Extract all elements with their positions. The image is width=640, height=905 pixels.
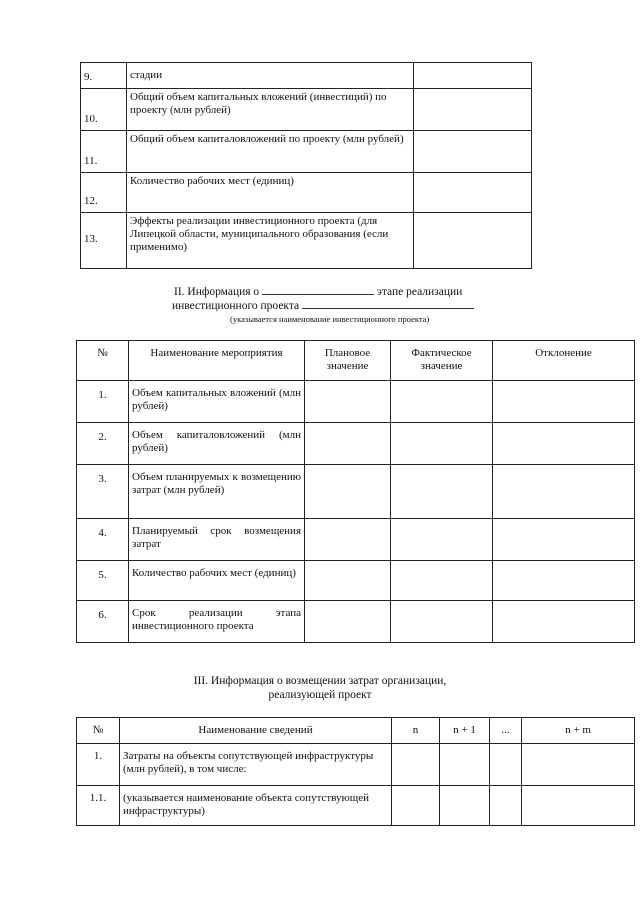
row-name: Планируемый срок возмещения затрат	[129, 519, 305, 561]
planned-cell[interactable]	[305, 561, 391, 601]
section3-heading-line1: III. Информация о возмещении затрат организации,	[193, 675, 447, 687]
value-cell[interactable]	[440, 786, 490, 826]
project-name-blank[interactable]	[302, 298, 474, 309]
row-name: Общий объем капитальных вложений (инвестиций) по проекту (млн рублей)	[127, 89, 414, 131]
value-cell[interactable]	[490, 744, 522, 786]
table-row	[77, 786, 635, 826]
row-number: 4.	[77, 519, 129, 561]
value-cell[interactable]	[414, 89, 532, 131]
row-number: 11.	[81, 131, 127, 173]
header-actual: Фактическое значение	[391, 341, 493, 381]
row-number: 9.	[81, 63, 127, 89]
value-cell[interactable]	[392, 786, 440, 826]
table-row	[81, 89, 532, 131]
table-row	[77, 561, 635, 601]
actual-cell[interactable]	[391, 601, 493, 643]
row-name: Эффекты реализации инвестиционного проекта (для Липецкой области, муниципального образования (если применимо)	[127, 213, 414, 269]
actual-cell[interactable]	[391, 519, 493, 561]
header-n-plus-1: n + 1	[440, 718, 490, 744]
row-number: 13.	[81, 213, 127, 269]
table-header-row	[77, 718, 635, 744]
table-row	[77, 601, 635, 643]
row-name: Затраты на объекты сопутствующей инфраструктуры (млн рублей), в том числе:	[120, 744, 392, 786]
section3-heading-line2: реализующей проект	[268, 689, 372, 701]
table-row	[81, 63, 532, 89]
value-cell[interactable]	[522, 786, 635, 826]
row-number: 2.	[77, 423, 129, 465]
row-name: (указывается наименование объекта сопутствующей инфраструктуры)	[120, 786, 392, 826]
row-number: 3.	[77, 465, 129, 519]
header-deviation: Отклонение	[493, 341, 635, 381]
project-info-table	[80, 62, 532, 269]
row-number: 6.	[77, 601, 129, 643]
deviation-cell[interactable]	[493, 423, 635, 465]
deviation-cell[interactable]	[493, 561, 635, 601]
header-n: n	[392, 718, 440, 744]
table-row	[81, 131, 532, 173]
row-name: Объем планируемых к возмещению затрат (млн рублей)	[129, 465, 305, 519]
row-number: 5.	[77, 561, 129, 601]
planned-cell[interactable]	[305, 465, 391, 519]
planned-cell[interactable]	[305, 519, 391, 561]
value-cell[interactable]	[490, 786, 522, 826]
deviation-cell[interactable]	[493, 519, 635, 561]
value-cell[interactable]	[392, 744, 440, 786]
stage-info-table	[76, 340, 635, 643]
row-number: 10.	[81, 89, 127, 131]
table-row	[81, 213, 532, 269]
planned-cell[interactable]	[305, 381, 391, 423]
row-name: Срок реализации этапа инвестиционного проекта	[129, 601, 305, 643]
header-info-name: Наименование сведений	[120, 718, 392, 744]
row-number: 1.1.	[77, 786, 120, 826]
header-n-plus-m: n + m	[522, 718, 635, 744]
row-number: 1.	[77, 744, 120, 786]
row-number: 1.	[77, 381, 129, 423]
value-cell[interactable]	[522, 744, 635, 786]
row-name: Объем капитальных вложений (млн рублей)	[129, 381, 305, 423]
cost-reimbursement-table	[76, 717, 635, 826]
header-number: №	[77, 718, 120, 744]
row-name: стадии	[127, 63, 414, 89]
actual-cell[interactable]	[391, 423, 493, 465]
table-row	[77, 744, 635, 786]
value-cell[interactable]	[440, 744, 490, 786]
value-cell[interactable]	[414, 213, 532, 269]
row-name: Объем капиталовложений (млн рублей)	[129, 423, 305, 465]
header-planned: Плановое значение	[305, 341, 391, 381]
table-header-row	[77, 341, 635, 381]
planned-cell[interactable]	[305, 423, 391, 465]
value-cell[interactable]	[414, 63, 532, 89]
header-number: №	[77, 341, 129, 381]
actual-cell[interactable]	[391, 381, 493, 423]
table-row	[77, 465, 635, 519]
table-row	[77, 519, 635, 561]
row-name: Количество рабочих мест (единиц)	[127, 173, 414, 213]
section2-heading-line1: II. Информация о этапе реализации	[174, 286, 463, 298]
row-name: Общий объем капиталовложений по проекту (млн рублей)	[127, 131, 414, 173]
value-cell[interactable]	[414, 173, 532, 213]
deviation-cell[interactable]	[493, 381, 635, 423]
actual-cell[interactable]	[391, 561, 493, 601]
header-ellipsis: ...	[490, 718, 522, 744]
table-row	[77, 423, 635, 465]
table-row	[81, 173, 532, 213]
planned-cell[interactable]	[305, 601, 391, 643]
deviation-cell[interactable]	[493, 601, 635, 643]
actual-cell[interactable]	[391, 465, 493, 519]
row-name: Количество рабочих мест (единиц)	[129, 561, 305, 601]
header-activity: Наименование мероприятия	[129, 341, 305, 381]
section2-caption: (указывается наименование инвестиционного проекта)	[230, 314, 430, 324]
value-cell[interactable]	[414, 131, 532, 173]
stage-blank[interactable]	[262, 284, 374, 295]
deviation-cell[interactable]	[493, 465, 635, 519]
section2-heading-line2: инвестиционного проекта	[172, 298, 474, 313]
table-row	[77, 381, 635, 423]
row-number: 12.	[81, 173, 127, 213]
